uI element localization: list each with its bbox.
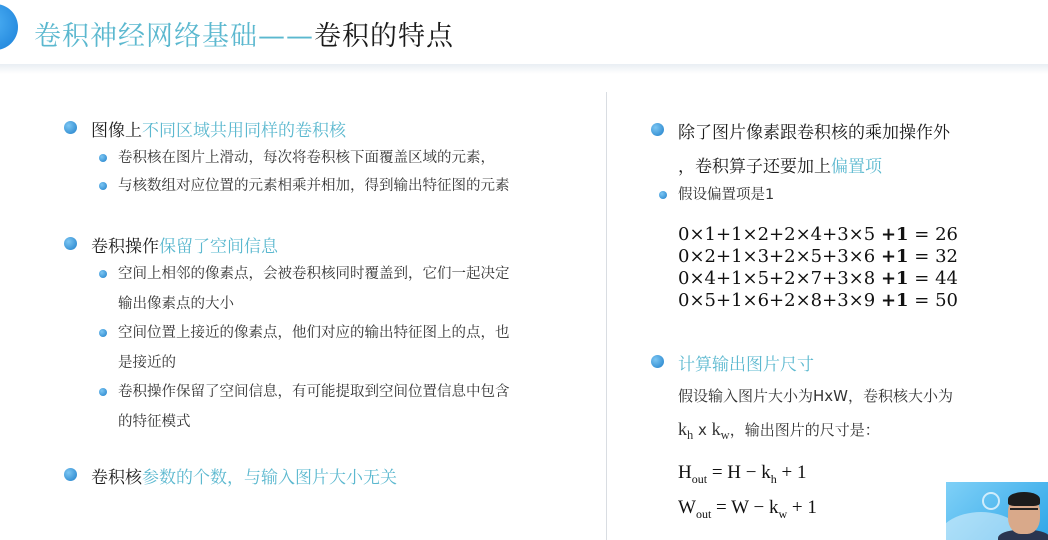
list-item: 与核数组对应位置的元素相乘并相加，得到输出特征图的元素 (118, 171, 510, 201)
bullet-icon (64, 121, 77, 134)
bullet-icon (99, 270, 107, 278)
section-shared-kernel (91, 116, 346, 141)
section-text-hl: 不同区域共用同样的卷积核 (142, 121, 346, 141)
title-main: 卷积的特点 (314, 21, 454, 52)
column-divider (606, 92, 607, 540)
bullet-icon (99, 182, 107, 190)
equation-3: 0×4+1×5+2×7+3×8 +1 = 44 (678, 268, 958, 289)
equation-2: 0×2+1×3+2×5+3×6 +1 = 32 (678, 246, 958, 267)
section-output-size: 计算输出图片尺寸 (678, 350, 814, 375)
bullet-icon (651, 355, 664, 368)
section-text-pre: 图像上 (91, 121, 142, 141)
section-text-hl: 参数的个数，与输入图片大小无关 (142, 468, 397, 488)
title-rule (0, 64, 1048, 74)
bias-line-2: ，卷积算子还要加上偏置项 (678, 157, 882, 177)
bullet-icon (99, 329, 107, 337)
slide-title (34, 14, 454, 53)
title-accent: 卷积神经网络基础—— (34, 21, 314, 52)
list-item: 空间上相邻的像素点，会被卷积核同时覆盖到，它们一起决定 输出像素点的大小 (118, 259, 510, 319)
section-text-pre: 卷积核 (91, 468, 142, 488)
section-bias: 除了图片像素跟卷积核的乘加操作外 (678, 118, 950, 143)
bullet-icon (64, 237, 77, 250)
bullet-icon (659, 191, 667, 199)
list-item: 卷积核在图片上滑动，每次将卷积核下面覆盖区域的元素， (118, 143, 495, 173)
section-text-pre: 卷积操作 (91, 237, 159, 257)
list-item: 空间位置上接近的像素点，他们对应的输出特征图上的点，也 是接近的 (118, 318, 510, 378)
assume-bias: 假设偏置项是1 (678, 180, 774, 210)
formula-w-out: $W_{out} = W - k_w + 1$ (678, 497, 817, 521)
bullet-icon (99, 388, 107, 396)
corner-decoration (0, 4, 18, 50)
section-spatial-info (91, 232, 278, 257)
bullet-icon (651, 123, 664, 136)
output-desc-1: 假设输入图片大小为HxW，卷积核大小为 (678, 387, 953, 405)
bullet-icon (99, 154, 107, 162)
equation-4: 0×5+1×6+2×8+3×9 +1 = 50 (678, 290, 958, 311)
formula-h-out: $H_{out} = H - k_h + 1$ (678, 462, 807, 486)
webcam-overlay (946, 482, 1048, 540)
section-text-hl: 保留了空间信息 (159, 237, 278, 257)
equation-1: 0×1+1×2+2×4+3×5 +1 = 26 (678, 224, 958, 245)
list-item: 卷积操作保留了空间信息，有可能提取到空间位置信息中包含 的特征模式 (118, 377, 510, 437)
bullet-icon (64, 468, 77, 481)
section-param-count (91, 463, 397, 488)
output-desc-2: $k_h$ x $k_w$，输出图片的尺寸是： (678, 419, 880, 442)
